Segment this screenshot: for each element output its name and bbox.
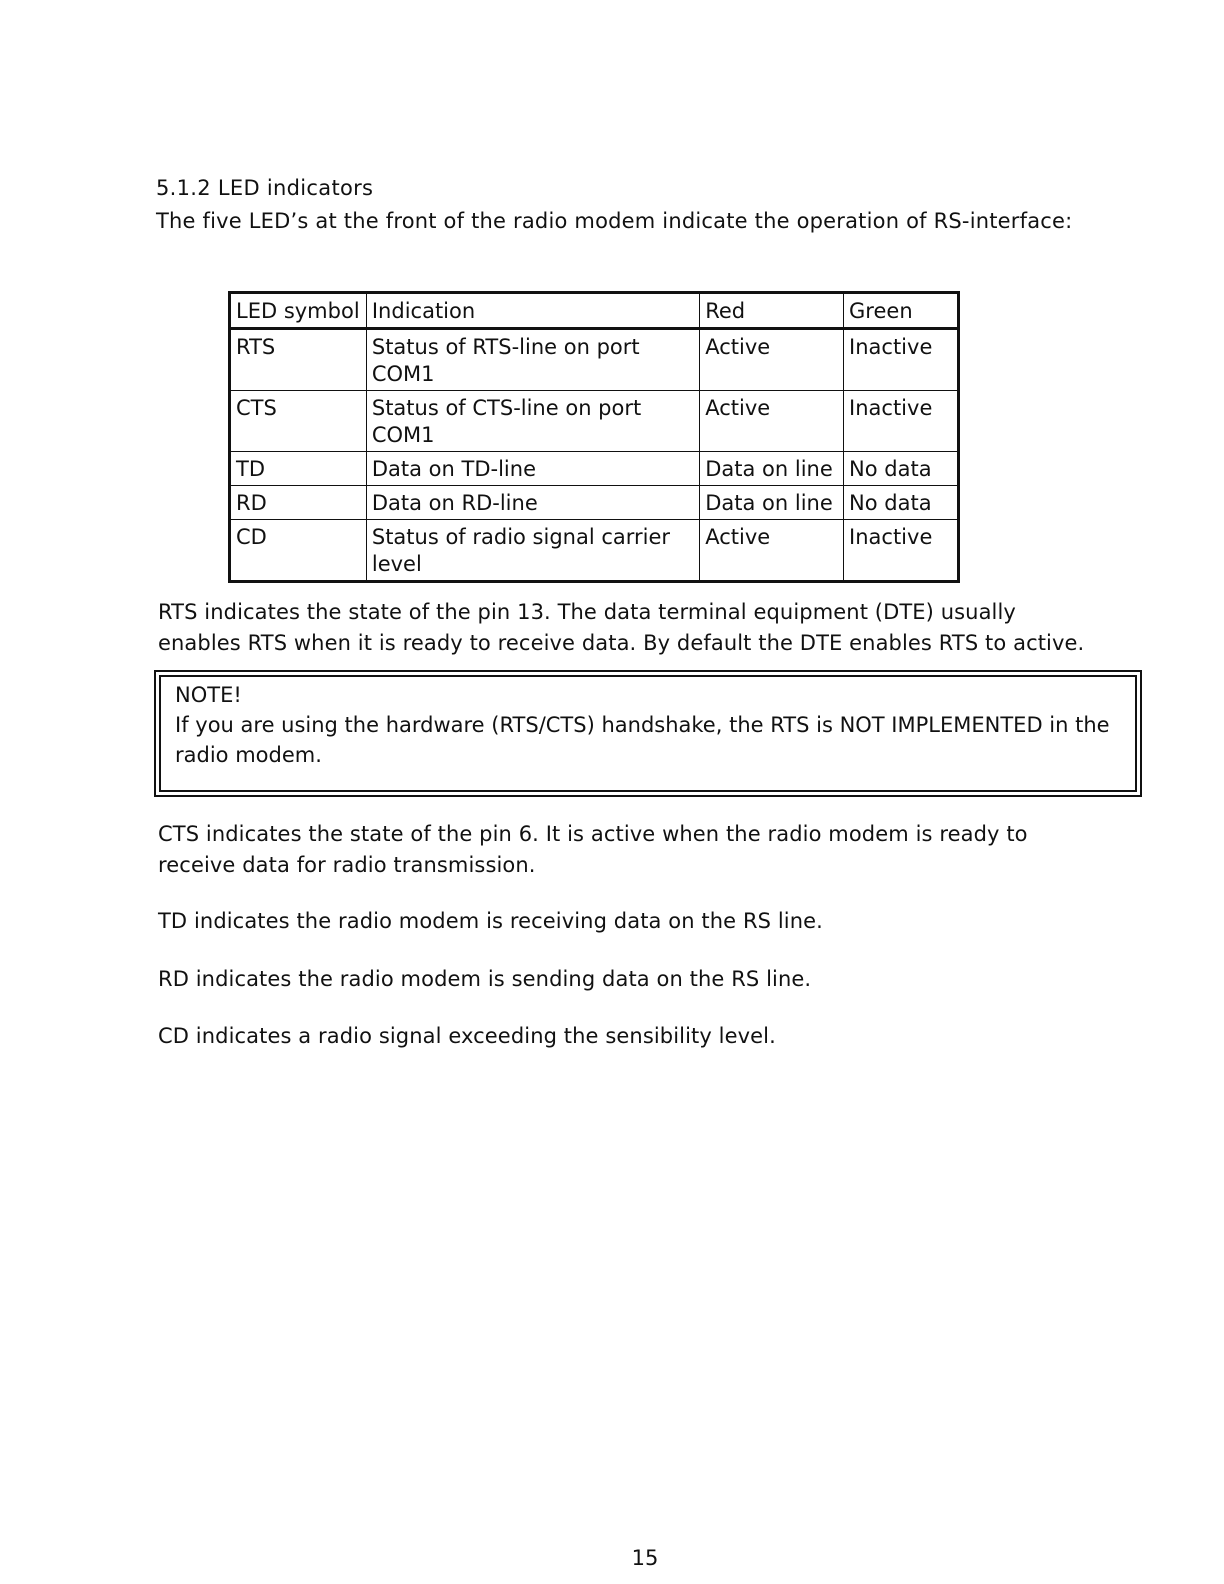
table-cell: RD xyxy=(230,486,367,520)
table-cell: Status of RTS-line on port COM1 xyxy=(366,329,699,391)
cts-paragraph: CTS indicates the state of the pin 6. It is active when the radio modem is ready to receive data for radio transmission. xyxy=(158,822,1028,877)
table-cell: CD xyxy=(230,520,367,582)
table-cell: Data on line xyxy=(700,452,844,486)
page-number: 15 xyxy=(631,1546,659,1570)
note-text: If you are using the hardware (RTS/CTS) handshake, the RTS is NOT IMPLEMENTED in the radio modem. xyxy=(175,713,1110,767)
rts-paragraph: RTS indicates the state of the pin 13. The data terminal equipment (DTE) usually enables RTS when it is ready to receive data. By default the DTE enables RTS to active. xyxy=(158,600,1085,655)
rd-paragraph: RD indicates the radio modem is sending data on the RS line. xyxy=(158,967,812,991)
table-cell: Data on RD-line xyxy=(366,486,699,520)
table-cell: TD xyxy=(230,452,367,486)
table-cell: No data xyxy=(844,452,959,486)
td-paragraph: TD indicates the radio modem is receiving data on the RS line. xyxy=(158,909,823,933)
table-row xyxy=(230,329,959,391)
note-title: NOTE! xyxy=(175,683,242,707)
table-cell: RTS xyxy=(230,329,367,391)
table-cell: Data on TD-line xyxy=(366,452,699,486)
table-row xyxy=(230,452,959,486)
table-cell: Inactive xyxy=(844,329,959,391)
table-row xyxy=(230,391,959,452)
table-cell: Inactive xyxy=(844,391,959,452)
table-cell: Active xyxy=(700,391,844,452)
table-row xyxy=(230,486,959,520)
table-cell: Status of CTS-line on port COM1 xyxy=(366,391,699,452)
table-cell: CTS xyxy=(230,391,367,452)
column-header: LED symbol xyxy=(230,293,367,329)
table-cell: Data on line xyxy=(700,486,844,520)
table-header-row xyxy=(230,293,959,329)
column-header: Red xyxy=(700,293,844,329)
cd-paragraph: CD indicates a radio signal exceeding the sensibility level. xyxy=(158,1024,776,1048)
section-intro: The five LED’s at the front of the radio modem indicate the operation of RS-interface: xyxy=(156,209,1073,233)
section-heading: 5.1.2 LED indicators xyxy=(156,176,374,200)
table-cell: Active xyxy=(700,520,844,582)
note-box xyxy=(159,675,1137,792)
table-cell: Inactive xyxy=(844,520,959,582)
table-cell: Status of radio signal carrier level xyxy=(366,520,699,582)
table-cell: Active xyxy=(700,329,844,391)
table-row xyxy=(230,520,959,582)
column-header: Green xyxy=(844,293,959,329)
column-header: Indication xyxy=(366,293,699,329)
led-indicator-table xyxy=(228,291,960,583)
table-cell: No data xyxy=(844,486,959,520)
